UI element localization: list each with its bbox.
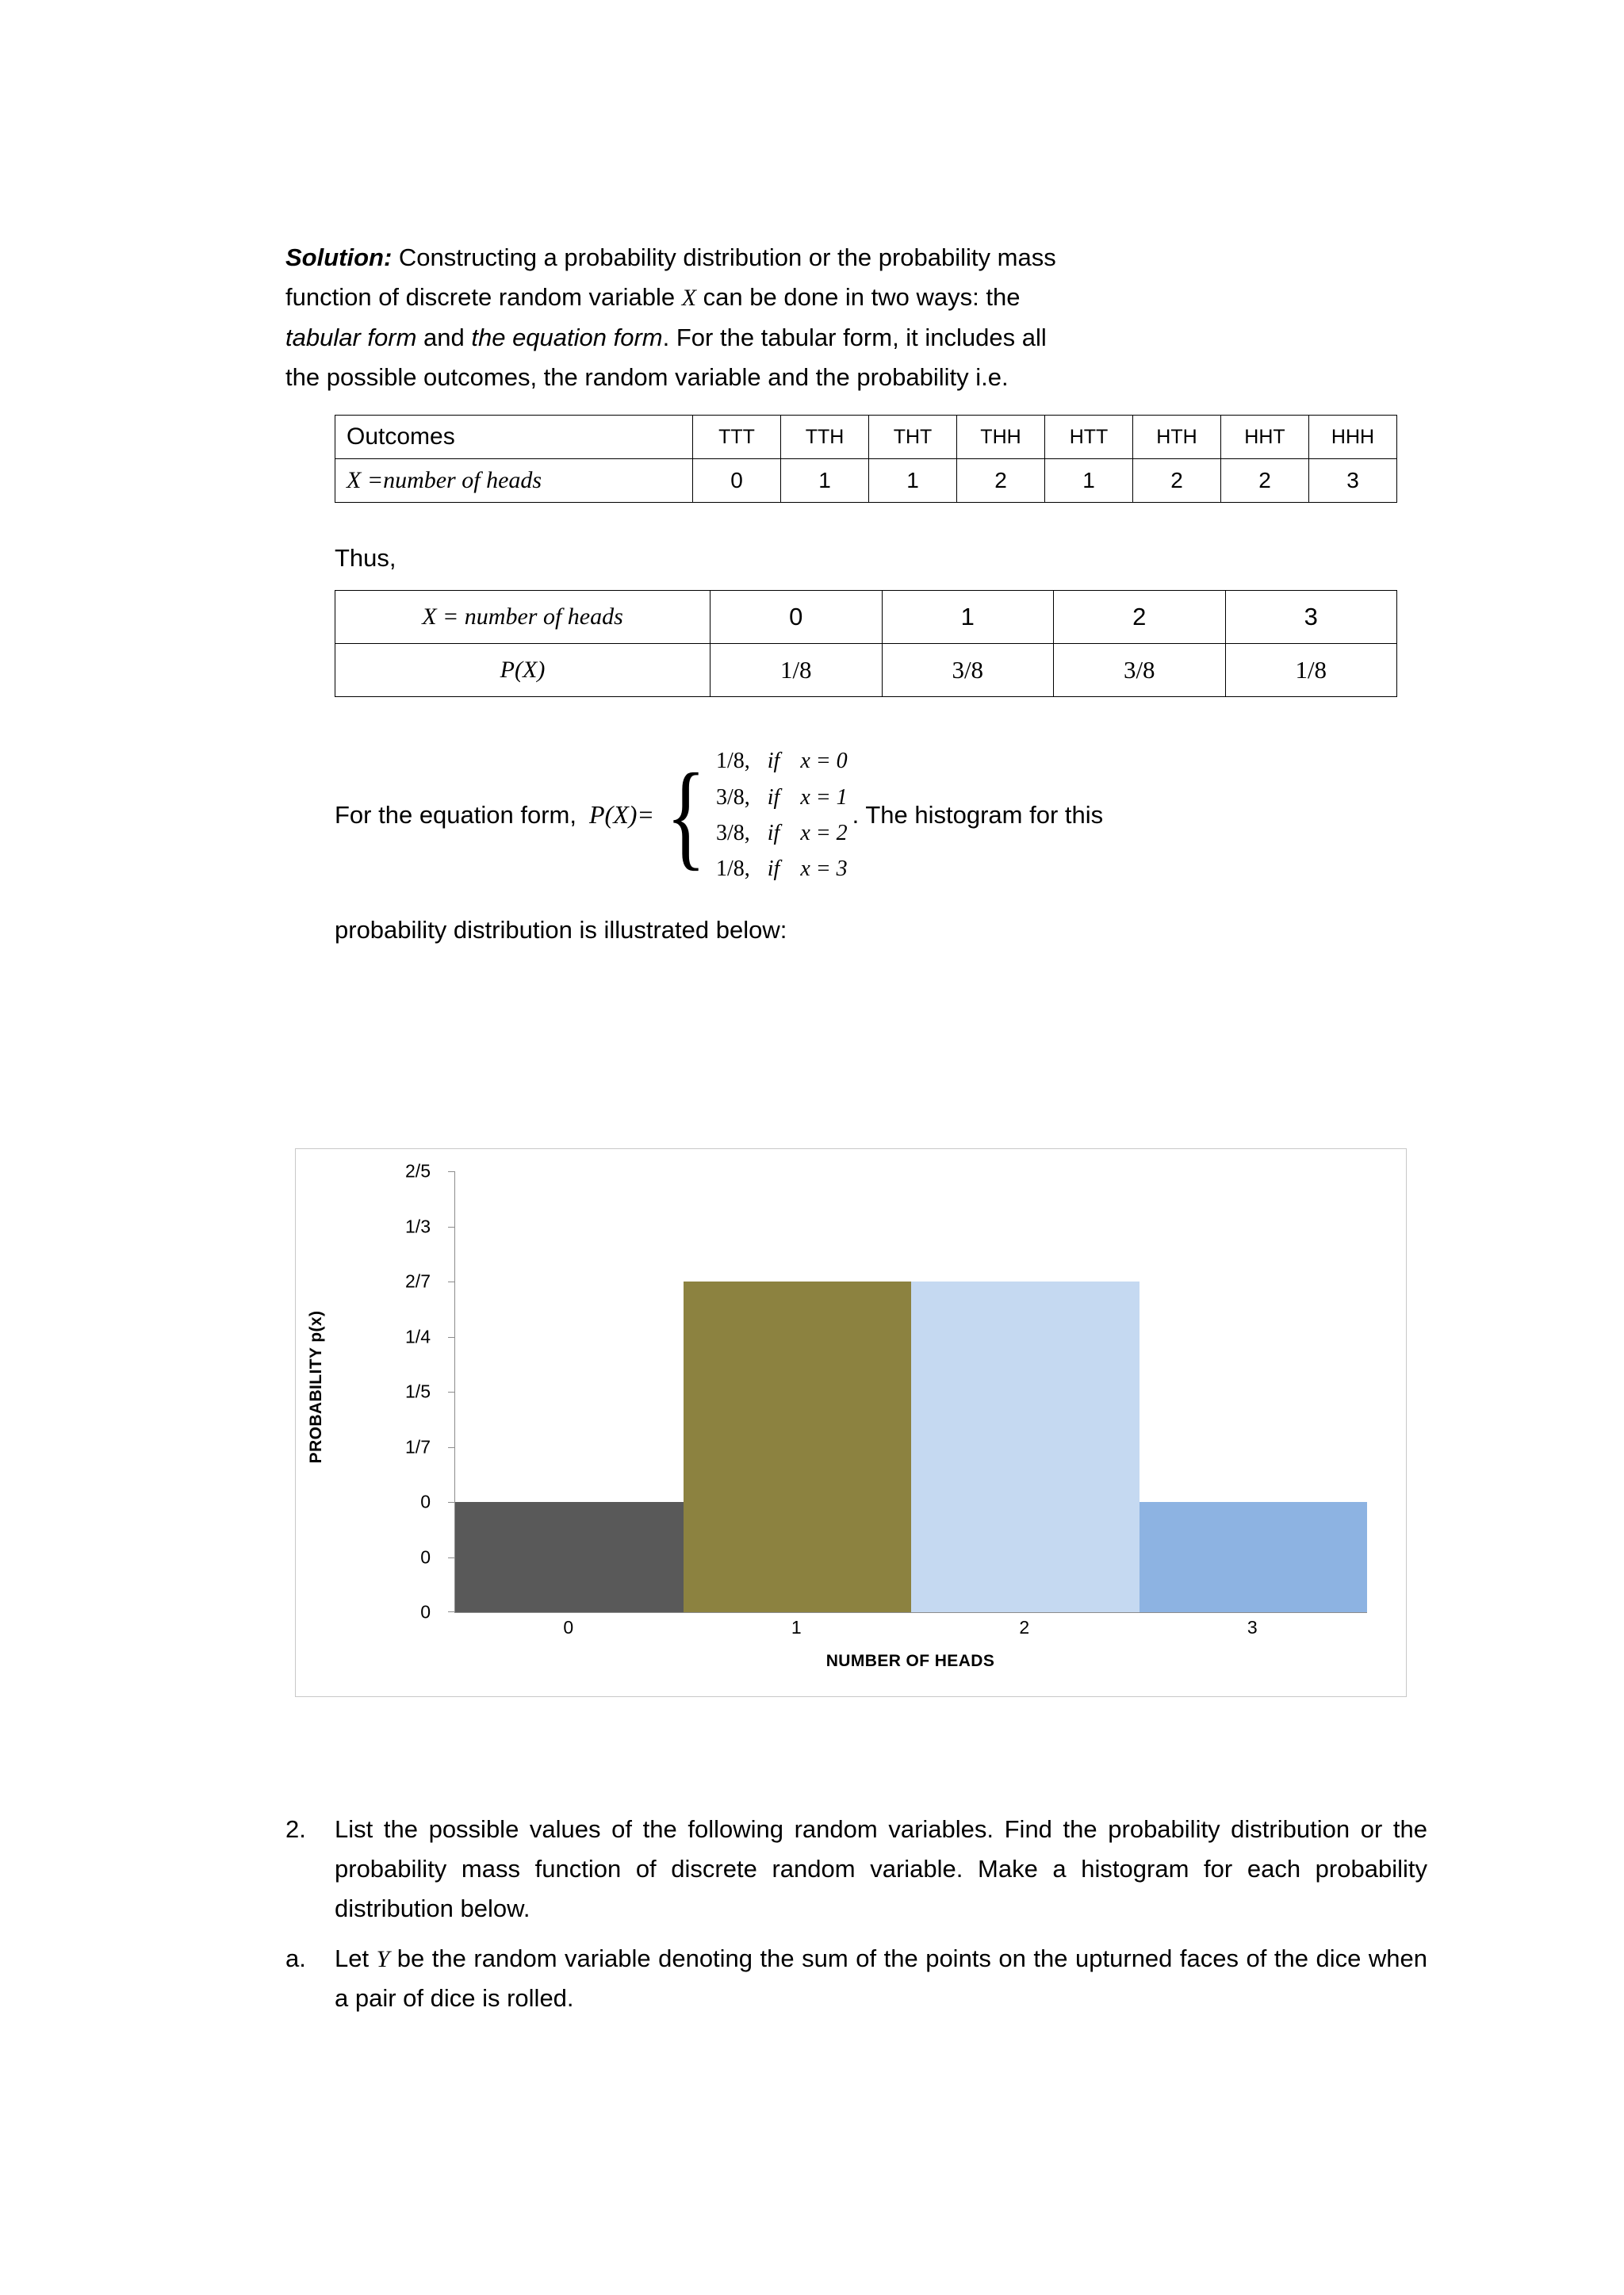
equation-form-emphasis — [471, 324, 662, 351]
heads-row-label-rest: =number of heads — [361, 467, 542, 494]
histogram-intro-line: probability distribution is illustrated below: — [335, 915, 787, 944]
y-tick-label: 0 — [420, 1601, 431, 1623]
tabular-form-text: tabular form — [285, 323, 417, 351]
equation-form-block — [335, 743, 1427, 887]
axis-tick — [448, 1447, 455, 1448]
list-item — [285, 1939, 1427, 2019]
table-row-outcomes — [335, 416, 1397, 459]
pmf-case-row — [716, 749, 848, 773]
equation-form-lead: For the equation form, — [335, 800, 576, 829]
y-tick-label: 1/5 — [405, 1381, 431, 1402]
outcome-cell: HTH — [1133, 416, 1221, 459]
solution-paragraph-line2 — [285, 278, 1427, 318]
probability-cell: 1/8 — [710, 644, 883, 697]
table-row-x — [335, 591, 1397, 644]
axis-tick — [448, 1227, 455, 1228]
y-tick-label: 1/4 — [405, 1326, 431, 1347]
x-value-cell: 0 — [710, 591, 883, 644]
y-tick-label: 1/3 — [405, 1216, 431, 1236]
solution-paragraph-text: Constructing a probability distribution or the probability mass — [392, 243, 1056, 271]
list-item-text-before: Let — [335, 1944, 377, 1972]
case-condition: x = 0 — [800, 749, 848, 774]
outcomes-table — [335, 415, 1397, 503]
outcome-cell: HTT — [1045, 416, 1133, 459]
case-if: if — [767, 784, 780, 810]
solution-paragraph — [285, 238, 1427, 278]
outcomes-row-label: Outcomes — [335, 416, 693, 459]
case-condition: x = 2 — [800, 820, 848, 845]
bar-0 — [455, 1502, 684, 1612]
y-tick-label: 0 — [420, 1491, 431, 1512]
bar-3 — [1139, 1502, 1368, 1612]
solution-paragraph-line3 — [285, 318, 1427, 358]
solution-line3-mid: and — [416, 323, 472, 351]
list-item — [285, 1810, 1427, 1929]
random-variable-x: X — [681, 285, 697, 312]
case-if: if — [767, 856, 780, 882]
list-item-marker: 2. — [285, 1815, 306, 1843]
heads-cell: 2 — [1133, 459, 1221, 503]
axis-tick — [448, 1557, 455, 1558]
heads-cell: 3 — [1309, 459, 1397, 503]
solution-line4-text: the possible outcomes, the random variable and the probability i.e. — [285, 363, 1009, 392]
x-axis-title: NUMBER OF HEADS — [825, 1652, 995, 1670]
x-tick-label: 1 — [791, 1617, 802, 1638]
solution-paragraph-line4 — [285, 358, 1427, 397]
solution-section — [285, 238, 1427, 944]
histogram-chart — [295, 1148, 1407, 1697]
solution-label: Solution: — [285, 243, 393, 271]
outcome-cell: HHH — [1309, 416, 1397, 459]
pmf-notation: P(X)= — [589, 800, 654, 829]
probability-distribution-table — [335, 590, 1397, 697]
probability-cell: 1/8 — [1225, 644, 1397, 697]
x-value-cell: 2 — [1054, 591, 1226, 644]
pmf-case-row — [716, 785, 848, 810]
list-item-text-after: be the random variable denoting the sum of the points on the upturned faces of the dice when a pair of dice is rolled. — [335, 1944, 1427, 2013]
solution-line3-end: . For the tabular form, it includes all — [662, 323, 1047, 351]
random-variable-y: Y — [376, 1945, 390, 1972]
y-tick-label: 1/7 — [405, 1436, 431, 1457]
dist-row-label-x: X = number of heads — [335, 591, 710, 644]
outcome-cell: TTT — [693, 416, 781, 459]
outcome-cell: HHT — [1221, 416, 1309, 459]
case-value: 3/8, — [716, 784, 750, 810]
tabular-form-emphasis — [285, 324, 416, 351]
x-value-cell: 3 — [1225, 591, 1397, 644]
case-condition: x = 3 — [800, 856, 848, 882]
x-tick-label: 3 — [1247, 1617, 1258, 1638]
list-item-marker: a. — [285, 1944, 306, 1972]
plot-area — [454, 1171, 1367, 1613]
pmf-case-row — [716, 856, 848, 881]
bar-1 — [684, 1282, 912, 1612]
case-value: 1/8, — [716, 856, 750, 882]
probability-cell: 3/8 — [882, 644, 1054, 697]
x-value-cell: 1 — [882, 591, 1054, 644]
outcome-cell: THH — [957, 416, 1045, 459]
pmf-cases — [716, 743, 848, 887]
case-if: if — [767, 820, 780, 845]
y-tick-label: 0 — [420, 1546, 431, 1567]
heads-cell: 1 — [869, 459, 957, 503]
heads-row-label — [335, 459, 693, 503]
list-item-text: List the possible values of the following random variables. Find the probability distribution or the probability mass function of discrete random variable. Make a histogram for each probability distribution below. — [335, 1815, 1427, 1923]
outcome-cell: THT — [869, 416, 957, 459]
bar-2 — [911, 1282, 1139, 1612]
y-tick-label: 2/5 — [405, 1160, 431, 1182]
solution-line2-b: can be done in two ways: the — [696, 283, 1021, 312]
question-list — [285, 1810, 1427, 2023]
x-tick-label: 0 — [563, 1617, 574, 1638]
axis-tick — [448, 1392, 455, 1393]
heads-cell: 0 — [693, 459, 781, 503]
axis-tick — [448, 1171, 455, 1172]
axis-tick — [448, 1611, 455, 1612]
x-tick-label: 2 — [1019, 1617, 1030, 1638]
solution-line2-a: function of discrete random variable — [285, 283, 682, 312]
heads-cell: 1 — [1045, 459, 1133, 503]
heads-cell: 1 — [781, 459, 869, 503]
dist-row-label-px: P(X) — [335, 644, 710, 697]
heads-row-label-var: X — [347, 467, 362, 494]
case-if: if — [767, 749, 780, 774]
heads-cell: 2 — [957, 459, 1045, 503]
case-value: 3/8, — [716, 820, 750, 845]
table-row-probability — [335, 644, 1397, 697]
y-axis-title: PROBABILITY p(x) — [307, 1310, 325, 1464]
axis-tick — [448, 1337, 455, 1338]
axis-tick — [448, 1502, 455, 1503]
equation-form-text: the equation form — [471, 323, 663, 351]
equation-form-tail: . The histogram for this — [852, 800, 1104, 829]
probability-cell: 3/8 — [1054, 644, 1226, 697]
table-row-heads — [335, 459, 1397, 503]
x-axis-tick-labels — [454, 1617, 1366, 1638]
pmf-case-row — [716, 821, 848, 845]
case-condition: x = 1 — [800, 784, 848, 810]
y-tick-label: 2/7 — [405, 1270, 431, 1292]
case-value: 1/8, — [716, 749, 750, 774]
heads-cell: 2 — [1221, 459, 1309, 503]
outcome-cell: TTH — [781, 416, 869, 459]
left-brace-icon: { — [665, 749, 707, 881]
thus-label: Thus, — [335, 544, 396, 573]
bar-series — [455, 1171, 1367, 1612]
